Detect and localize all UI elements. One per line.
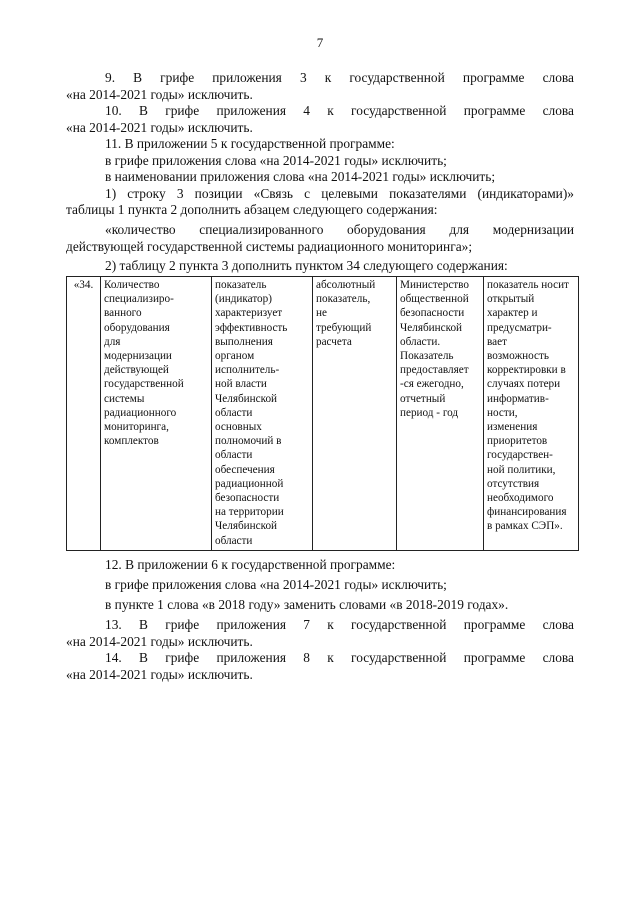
cell-text: ванного: [104, 307, 142, 320]
text-line: 12. В приложении 6 к государственной программе:: [105, 557, 396, 572]
cell-text: безопасности: [215, 492, 280, 505]
cell-text: общественной: [400, 293, 469, 306]
paragraph-item-12-stamp: [66, 577, 574, 594]
cell-text: информатив-: [487, 392, 549, 405]
table-cell-indicator-name: [101, 277, 212, 551]
cell-text: для: [104, 335, 121, 348]
cell-text: Челябинской: [400, 321, 463, 334]
text-line: в грифе приложения слова «на 2014-2021 годы» исключить;: [105, 577, 447, 592]
cell-text: Показатель: [400, 350, 454, 363]
cell-text: открытый: [487, 293, 535, 306]
cell-text: мониторинга,: [104, 421, 169, 434]
text-line: 14. В грифе приложения 8 к государственной программе слова: [105, 650, 574, 665]
text-line: «количество специализированного оборудования для модернизации: [105, 222, 574, 237]
cell-text: расчета: [316, 335, 352, 348]
cell-text: государствен-: [487, 449, 553, 462]
table-cell-responsible: [397, 277, 484, 551]
cell-text: области: [215, 449, 253, 462]
text-line: 13. В грифе приложения 7 к государственной программе слова: [105, 617, 574, 632]
cell-text: государственной: [104, 378, 184, 391]
cell-text: специализиро-: [104, 293, 174, 306]
cell-text: требующий: [316, 321, 372, 334]
cell-text: ной политики,: [487, 463, 556, 476]
cell-text: выполнения: [215, 335, 273, 348]
cell-text: финансирования: [487, 506, 567, 519]
cell-text: исполнитель-: [215, 364, 280, 377]
paragraph-item-14-cont: [66, 667, 574, 684]
paragraph-item-10: [66, 103, 574, 120]
cell-text: ной власти: [215, 378, 267, 391]
cell-text: эффективность: [215, 321, 288, 334]
table-cell-indicator-description: [212, 277, 313, 551]
text-line: 2) таблицу 2 пункта 3 дополнить пунктом 34 следующего содержания:: [105, 258, 508, 273]
cell-text: основных: [215, 421, 262, 434]
paragraph-item-9-cont: [66, 87, 574, 104]
paragraph-item-11-title: [66, 169, 574, 186]
cell-text: безопасности: [400, 307, 465, 320]
table-cell-notes: [484, 277, 579, 551]
cell-text: в рамках СЭП».: [487, 520, 563, 533]
paragraph-quote: [66, 222, 574, 239]
cell-text: ности,: [487, 406, 518, 419]
paragraph-item-10-cont: [66, 120, 574, 137]
cell-text: органом: [215, 350, 255, 363]
paragraph-item-11-1-cont: [66, 202, 574, 219]
cell-text: случаях потери: [487, 378, 561, 391]
cell-text: области: [215, 406, 253, 419]
cell-text: модернизации: [104, 350, 172, 363]
cell-text: абсолютный: [316, 279, 376, 291]
text-line: «на 2014-2021 годы» исключить.: [66, 633, 253, 649]
paragraph-item-12-point1: [66, 597, 574, 614]
paragraph-item-12: [66, 557, 574, 574]
cell-text: системы: [104, 392, 145, 405]
cell-text: изменения: [487, 421, 538, 434]
indicator-table: [66, 276, 579, 551]
cell-text: области: [215, 534, 253, 547]
text-line: «на 2014-2021 годы» исключить.: [66, 666, 253, 682]
text-line: таблицы 1 пункта 2 дополнить абзацем следующего содержания:: [66, 202, 438, 217]
cell-text: предоставляет: [400, 364, 469, 377]
table-cell-calculation-type: [313, 277, 397, 551]
text-line: 10. В грифе приложения 4 к государственной программе слова: [105, 103, 574, 118]
text-line: 1) строку 3 позиции «Связь с целевыми показателями (индикаторами)»: [105, 185, 574, 201]
cell-text: (индикатор): [215, 293, 272, 306]
page-number: 7: [316, 35, 324, 50]
cell-text: радиационного: [104, 406, 177, 419]
paragraph-item-13-cont: [66, 634, 574, 651]
table-cell-number: [67, 277, 101, 551]
paragraph-item-11-1: [66, 186, 574, 203]
cell-text: характер и: [487, 307, 538, 320]
cell-text: показатель носит: [487, 279, 569, 291]
cell-text: возможность: [487, 350, 550, 363]
cell-text: Количество: [104, 279, 160, 291]
cell-text: не: [316, 307, 327, 320]
cell-text: корректировки в: [487, 364, 566, 377]
cell-text: радиационной: [215, 477, 284, 490]
cell-text: действующей: [104, 364, 169, 377]
cell-text: на территории: [215, 506, 284, 519]
paragraph-item-9: [66, 70, 574, 87]
cell-text: необходимого: [487, 492, 554, 505]
paragraph-item-13: [66, 617, 574, 634]
table-row: [67, 277, 579, 551]
paragraph-quote-cont: [66, 239, 574, 256]
cell-text: показатель: [215, 279, 267, 291]
cell-text: отсутствия: [487, 477, 540, 490]
cell-text: «34.: [73, 279, 94, 291]
text-line: 9. В грифе приложения 3 к государственной программе слова: [105, 70, 574, 85]
cell-text: обеспечения: [215, 463, 275, 476]
cell-text: оборудования: [104, 321, 170, 334]
cell-text: Челябинской: [215, 520, 278, 533]
cell-text: Министерство: [400, 279, 469, 291]
cell-text: период - год: [400, 406, 459, 419]
text-line: «на 2014-2021 годы» исключить.: [66, 119, 253, 135]
cell-text: Челябинской: [215, 392, 278, 405]
cell-text: характеризует: [215, 307, 283, 320]
text-line: действующей государственной системы радиационного мониторинга»;: [66, 238, 473, 254]
cell-text: -ся ежегодно,: [400, 378, 464, 391]
cell-text: отчетный: [400, 392, 446, 405]
cell-text: вает: [487, 335, 507, 348]
paragraph-item-11: [66, 136, 574, 153]
text-line: в грифе приложения слова «на 2014-2021 годы» исключить;: [105, 152, 447, 168]
text-line: в наименовании приложения слова «на 2014-2021 годы» исключить;: [105, 169, 496, 184]
text-line: в пункте 1 слова «в 2018 году» заменить словами «в 2018-2019 годах».: [105, 597, 509, 612]
text-line: «на 2014-2021 годы» исключить.: [66, 86, 253, 102]
cell-text: области.: [400, 335, 441, 348]
cell-text: полномочий в: [215, 435, 282, 448]
paragraph-item-11-stamp: [66, 153, 574, 170]
paragraph-item-11-2: [66, 258, 574, 275]
cell-text: показатель,: [316, 293, 371, 306]
cell-text: предусматри-: [487, 321, 552, 334]
text-line: 11. В приложении 5 к государственной программе:: [105, 136, 395, 151]
cell-text: приоритетов: [487, 435, 548, 448]
paragraph-item-14: [66, 650, 574, 667]
cell-text: комплектов: [104, 435, 159, 448]
